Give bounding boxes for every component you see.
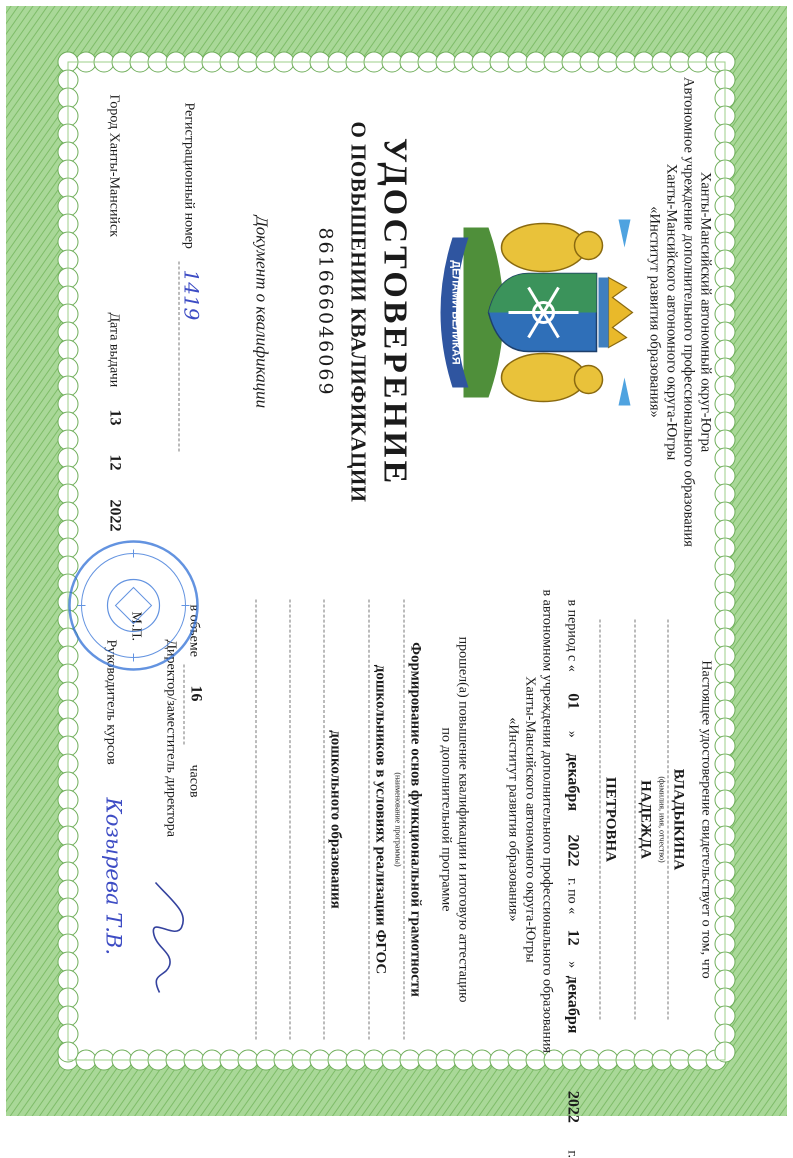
volume-line [184, 665, 185, 745]
coat-of-arms-icon [439, 208, 639, 418]
quote-close-2: » [565, 961, 580, 968]
program-line-3 [324, 600, 325, 1040]
registration-number: 1419 [180, 270, 204, 321]
year-suffix: г. [565, 1150, 580, 1158]
from-month: декабря [565, 753, 582, 811]
registration-label: Регистрационный номер [181, 103, 197, 249]
program-title-line-2: дошкольников в условиях реализации ФГОС [372, 590, 389, 1050]
passed-block [438, 590, 472, 1050]
institution-line: «Институт развития образования» [505, 590, 522, 1050]
quote-close: » [565, 731, 580, 738]
to-year: 2022 [565, 1091, 582, 1123]
surname: ВЛАДЫКИНА [670, 590, 687, 1050]
first-name: НАДЕЖДА [637, 590, 654, 1050]
program-line-1 [404, 600, 405, 1040]
round-stamp-icon [64, 536, 204, 676]
from-day: 01 [565, 693, 582, 709]
program-caption: (наименование программы) [394, 590, 403, 1050]
issuer-organization [646, 60, 714, 565]
intro-text: Настоящее удостоверение свидетельствует о том, что [698, 590, 714, 1050]
passed-line: прошел(а) повышение квалификации и итоговую аттестацию [455, 590, 472, 1050]
course-head-label: Руководитель курсов [103, 640, 119, 765]
institution-line: в автономном учреждении дополнительного профессионального образования [539, 590, 556, 1050]
director-label: Директор/заместитель директора [163, 640, 179, 837]
program-title-line-1: Формирование основ функциональной грамотности [407, 590, 424, 1050]
program-line-5 [256, 600, 257, 1040]
issue-day: 13 [106, 410, 124, 426]
volume-value: 16 [187, 686, 205, 702]
city-label: Город Ханты-Мансийск [106, 95, 122, 237]
program-title-line-3: дошкольного образования [327, 590, 344, 1050]
hours-label: часов [186, 765, 202, 798]
coat-of-arms-motto: ДЕЛАМИ ВЕЛИКАЯ [450, 260, 462, 365]
document-type: Документ о квалификации [252, 60, 272, 565]
program-line-4 [290, 600, 291, 1040]
course-head-signature: Козырева Т.В. [102, 798, 126, 956]
stamp-place-label: М.П. [128, 612, 144, 642]
issue-year: 2022 [106, 500, 124, 532]
fio-caption: (фамилия, имя, отчество) [658, 590, 667, 1050]
issue-month: 12 [106, 455, 124, 471]
from-year: 2022 [565, 834, 582, 866]
director-signature-icon [144, 878, 194, 998]
institution-line: Ханты-Мансийского автономного округа-Югры [522, 590, 539, 1050]
period-prefix: в период с « [565, 600, 580, 672]
issuer-line: Ханты-Мансийского автономного округа-Югры [663, 60, 680, 565]
to-month: декабря [565, 976, 582, 1034]
institution-block [505, 590, 556, 1050]
issuer-line: Автономное учреждение дополнительного профессионального образования [680, 60, 697, 565]
issuer-line: Ханты-Мансийский автономный округ-Югра [697, 60, 714, 565]
period-to: г. по « [565, 878, 580, 914]
rotated-content [1, 0, 793, 1122]
volume-label: в объеме [186, 605, 202, 657]
issuer-line: «Институт развития образования» [646, 60, 663, 565]
patronymic: ПЕТРОВНА [602, 590, 619, 1050]
issue-date-label: Дата выдачи [106, 313, 122, 388]
to-day: 12 [565, 930, 582, 946]
certificate-title: УДОСТОВЕРЕНИЕ [376, 60, 414, 565]
name-line [635, 620, 636, 1020]
certificate-subtitle: О ПОВЫШЕНИИ КВАЛИФИКАЦИИ [346, 60, 371, 565]
passed-line: по дополнительной программе [438, 590, 455, 1050]
period-row [564, 600, 582, 1158]
certificate-number: 861666046069 [315, 60, 337, 565]
patronymic-line [600, 620, 601, 1020]
program-line-2 [369, 600, 370, 1040]
surname-line [668, 620, 669, 1020]
